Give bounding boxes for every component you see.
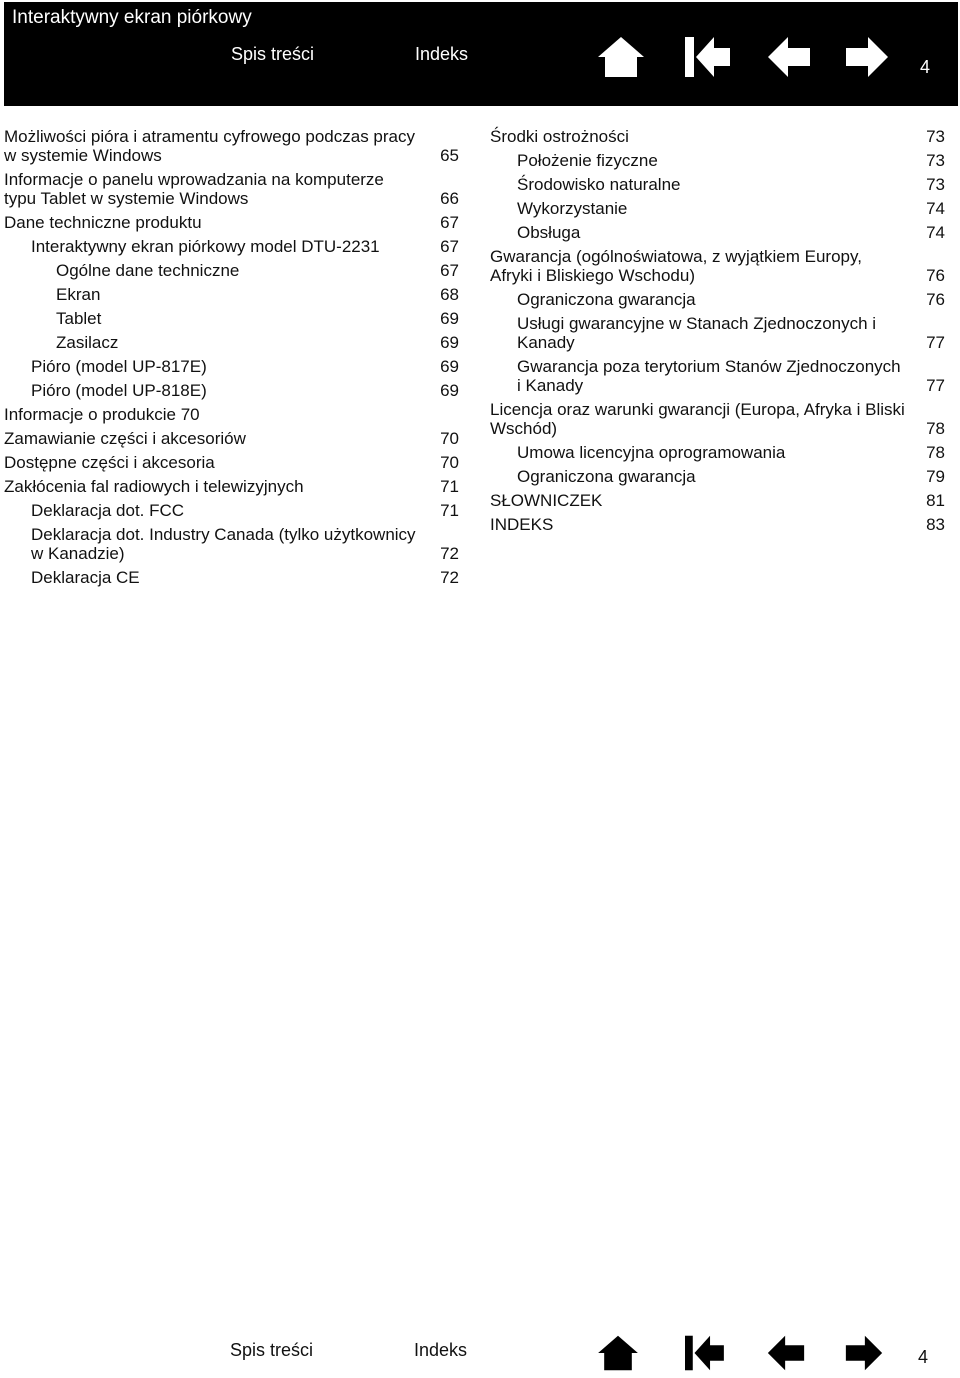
toc-entry-title: Pióro (model UP-818E) bbox=[31, 381, 207, 400]
toc-entry-page: 74 bbox=[926, 199, 945, 218]
toc-entry-page: 67 bbox=[440, 237, 459, 256]
toc-entry-page: 70 bbox=[440, 429, 459, 448]
toc-entry[interactable] bbox=[4, 170, 459, 208]
toc-entry-page: 66 bbox=[440, 189, 459, 208]
toc-entry-page: 73 bbox=[926, 127, 945, 146]
toc-entry-page: 71 bbox=[440, 501, 459, 520]
toc-entry-page: 77 bbox=[926, 333, 945, 352]
toc-entry-page: 73 bbox=[926, 151, 945, 170]
toc-entry-title: Usługi gwarancyjne w Stanach Zjednoczonych i Kanady bbox=[517, 314, 877, 352]
toc-entry-page: 74 bbox=[926, 223, 945, 242]
toc-entry-title: Gwarancja poza terytorium Stanów Zjednoczonych i Kanady bbox=[517, 357, 901, 395]
toc-entry-title: INDEKS bbox=[490, 515, 554, 534]
footer-next-page-icon[interactable] bbox=[843, 1334, 885, 1372]
toc-entry-page: 68 bbox=[440, 285, 459, 304]
document-title: Interaktywny ekran piórkowy bbox=[12, 7, 252, 28]
next-page-icon[interactable] bbox=[844, 35, 890, 79]
toc-entry[interactable] bbox=[4, 261, 459, 280]
toc-entry[interactable] bbox=[490, 467, 945, 486]
toc-entry[interactable] bbox=[490, 247, 945, 285]
toc-entry-page: 76 bbox=[926, 290, 945, 309]
toc-entry-page: 71 bbox=[440, 477, 459, 496]
toc-entry[interactable] bbox=[4, 237, 459, 256]
footer-first-page-icon[interactable] bbox=[681, 1334, 727, 1372]
toc-entry[interactable] bbox=[490, 357, 945, 395]
toc-entry-page: 69 bbox=[440, 381, 459, 400]
toc-entry-title: Ogólne dane techniczne bbox=[56, 261, 240, 280]
index-link[interactable]: Indeks bbox=[415, 44, 469, 64]
toc-entry[interactable] bbox=[490, 400, 945, 438]
toc-entry-title: Interaktywny ekran piórkowy model DTU-2231 bbox=[31, 237, 380, 256]
toc-entry[interactable] bbox=[4, 525, 459, 563]
toc-entry-title: Pióro (model UP-817E) bbox=[31, 357, 207, 376]
footer-index-link[interactable]: Indeks bbox=[414, 1340, 468, 1360]
contents-link[interactable]: Spis treści bbox=[231, 44, 315, 64]
toc-entry-page: 70 bbox=[440, 453, 459, 472]
toc-entry-page: 67 bbox=[440, 261, 459, 280]
footer-previous-page-icon[interactable] bbox=[765, 1334, 807, 1372]
toc-entry-title: Dane techniczne produktu bbox=[4, 213, 202, 232]
toc-entry[interactable] bbox=[490, 443, 945, 462]
toc-entry-page: 67 bbox=[440, 213, 459, 232]
toc-entry-title: Licencja oraz warunki gwarancji (Europa, Afryka i Bliski Wschód) bbox=[490, 400, 905, 438]
toc-entry[interactable] bbox=[490, 175, 945, 194]
toc-entry[interactable] bbox=[490, 290, 945, 309]
toc-entry-title: Deklaracja dot. FCC bbox=[31, 501, 185, 520]
toc-entry-page: 69 bbox=[440, 333, 459, 352]
toc-entry[interactable] bbox=[4, 381, 459, 400]
toc-entry[interactable] bbox=[4, 357, 459, 376]
toc-entry[interactable] bbox=[490, 151, 945, 170]
toc-entry-title: Ograniczona gwarancja bbox=[517, 290, 696, 309]
previous-page-icon[interactable] bbox=[766, 35, 812, 79]
toc-entry[interactable] bbox=[4, 477, 459, 496]
footer-bar bbox=[0, 1325, 960, 1378]
toc-entry[interactable] bbox=[4, 127, 459, 165]
toc-entry-title: Możliwości pióra i atramentu cyfrowego podczas pracy w systemie Windows bbox=[4, 127, 416, 165]
toc-entry[interactable] bbox=[4, 501, 459, 520]
toc-entry-page: 69 bbox=[440, 357, 459, 376]
toc-entry-title: Gwarancja (ogólnoświatowa, z wyjątkiem Europy, Afryki i Bliskiego Wschodu) bbox=[490, 247, 862, 285]
toc-entry-title: SŁOWNICZEK bbox=[490, 491, 603, 510]
toc-entry-title: Deklaracja dot. Industry Canada (tylko użytkownicy w Kanadzie) bbox=[31, 525, 416, 563]
toc-entry[interactable] bbox=[4, 405, 459, 424]
toc-entry-page: 65 bbox=[440, 146, 459, 165]
toc-entry[interactable] bbox=[4, 568, 459, 587]
toc-entry[interactable] bbox=[490, 515, 945, 534]
toc-entry-title: Zasilacz bbox=[56, 333, 119, 352]
toc-entry[interactable] bbox=[4, 429, 459, 448]
footer-home-icon[interactable] bbox=[595, 1334, 641, 1372]
toc-entry[interactable] bbox=[490, 199, 945, 218]
toc-entry-page: 73 bbox=[926, 175, 945, 194]
toc-entry-title: Położenie fizyczne bbox=[517, 151, 658, 170]
footer-page-number: 4 bbox=[918, 1347, 929, 1367]
toc-entry[interactable] bbox=[4, 309, 459, 328]
header-bar bbox=[4, 2, 958, 106]
footer-contents-link[interactable]: Spis treści bbox=[230, 1340, 314, 1360]
toc-entry-page: 69 bbox=[440, 309, 459, 328]
toc-entry-title: Umowa licencyjna oprogramowania bbox=[517, 443, 786, 462]
toc-entry[interactable] bbox=[490, 127, 945, 146]
toc-entry-title: Dostępne części i akcesoria bbox=[4, 453, 215, 472]
toc-entry[interactable] bbox=[4, 333, 459, 352]
toc-entry-page: 72 bbox=[440, 568, 459, 587]
toc-entry-title: Tablet bbox=[56, 309, 102, 328]
toc-entry[interactable] bbox=[4, 285, 459, 304]
toc-entry-page: 79 bbox=[926, 467, 945, 486]
toc-entry-page: 72 bbox=[440, 544, 459, 563]
toc-entry[interactable] bbox=[490, 491, 945, 510]
toc-entry-title: Deklaracja CE bbox=[31, 568, 140, 587]
toc-entry-title: Środowisko naturalne bbox=[517, 175, 681, 194]
first-page-icon[interactable] bbox=[682, 35, 732, 79]
toc-entry-title: Zakłócenia fal radiowych i telewizyjnych bbox=[4, 477, 304, 496]
toc-entry-title: Zamawianie części i akcesoriów bbox=[4, 429, 246, 448]
toc-entry-page: 81 bbox=[926, 491, 945, 510]
toc-entry-title: Informacje o panelu wprowadzania na komputerze typu Tablet w systemie Windows bbox=[4, 170, 384, 208]
toc-entry-title: Informacje o produkcie 70 bbox=[4, 405, 200, 424]
toc-entry[interactable] bbox=[4, 453, 459, 472]
toc-entry[interactable] bbox=[4, 213, 459, 232]
home-icon[interactable] bbox=[596, 35, 646, 79]
toc-entry-title: Obsługa bbox=[517, 223, 581, 242]
toc-entry[interactable] bbox=[490, 223, 945, 242]
toc-right-column bbox=[490, 127, 945, 539]
toc-entry-page: 76 bbox=[926, 266, 945, 285]
toc-entry-title: Wykorzystanie bbox=[517, 199, 628, 218]
page-number: 4 bbox=[920, 57, 931, 77]
toc-entry-title: Ekran bbox=[56, 285, 101, 304]
toc-entry-page: 78 bbox=[926, 419, 945, 438]
toc-entry-title: Ograniczona gwarancja bbox=[517, 467, 696, 486]
toc-entry-page: 78 bbox=[926, 443, 945, 462]
toc-left-column bbox=[4, 127, 459, 592]
toc-entry-title: Środki ostrożności bbox=[490, 127, 629, 146]
toc-entry-page: 83 bbox=[926, 515, 945, 534]
toc-entry[interactable] bbox=[490, 314, 945, 352]
toc-entry-page: 77 bbox=[926, 376, 945, 395]
